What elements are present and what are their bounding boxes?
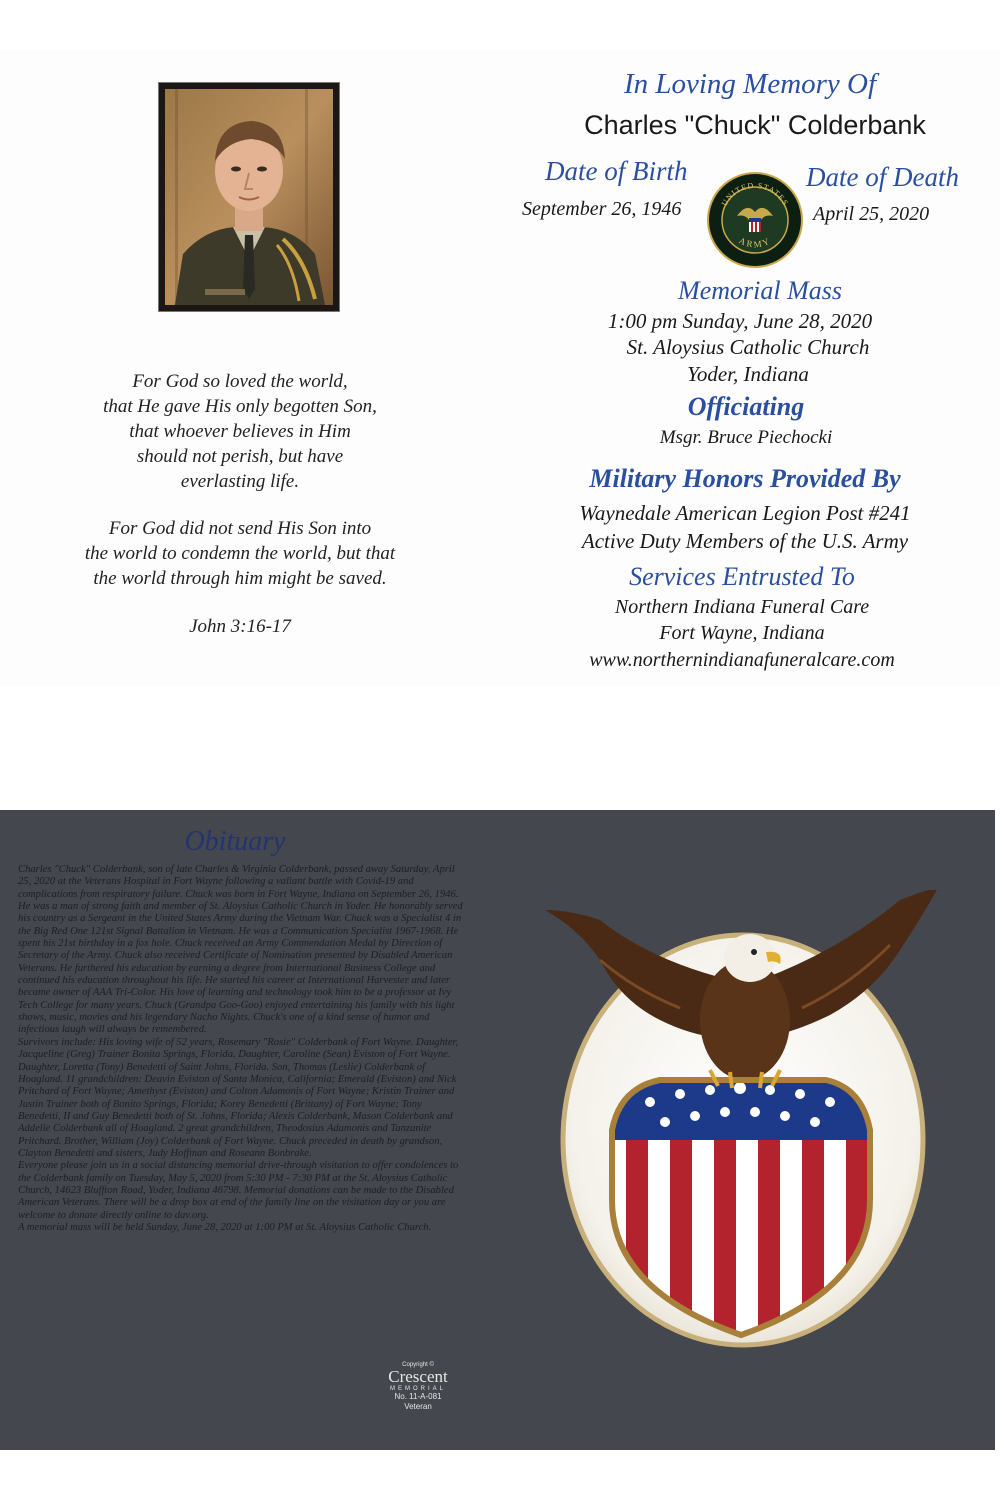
soldier-portrait-illustration	[165, 89, 333, 305]
obituary-paragraph: Everyone please join us in a social distancing memorial drive-through visitation to offer condolences to the Colderbank family on Tuesday, May 5, 2020 from 5:30 PM - 7:30 PM at the St. Aloysius Catholic Church, 14623 Bluffton Road, Yoder, Indiana 46798. Memorial donations can be made to the Disabled American Veterans. There will be a drop box at end of the family line on the visitation day or you are welcome to donate directly online to dav.org.	[18, 1160, 459, 1221]
verse-line: For God so loved the world,	[132, 371, 348, 392]
services-label: Services Entrusted To	[629, 562, 855, 591]
portrait-photo	[158, 82, 340, 312]
verse-reference: John 3:16-17	[189, 616, 291, 637]
verse-line: that He gave His only begotten Son,	[103, 396, 377, 417]
obituary-title: Obituary	[184, 826, 286, 857]
obituary-paragraph: Survivors include: His loving wife of 52 years, Rosemary "Rosie" Colderbank of Fort Wayne. Daughter, Jacqueline (Greg) Trainer Bonita Springs, Florida. Daughter, Caroline (Sean) Eviston of Fort Wayne. Daughter, Loretta (Tony) Benedetti of Saint Johns, Florida. Son, Thomas (Leslie) Colderbank of Hoagland. 11 grandchildren: Deavin Eviston of Santa Monica, California; Emerald (Eviston) and Nick Pritchard of Fort Wayne; Amethyst (Eviston) and Colton Adamonis of Fort Wayne; Kristin Trainer and Justin Trainer both of Bonito Springs, Florida; Korey Benedetti (Brittany) of Fort Wayne; Tony Benedetti, II and Guy Benedetti both of St. Johns, Florida; Alexis Colderbank, Mason Colderbank and Addelie Colderbank all of Hoagland. 2 great grandchildren, Theodosius Adamonis and Tanzanite Pritchard. Brother, William (Joy) Colderbank of Fort Wayne. Chuck preceded in death by grandson, Clayton Benedetti and sisters, Judy Hoffman and Roseann Bonbrake.	[18, 1036, 459, 1159]
mass-city: Yoder, Indiana	[687, 362, 809, 386]
honors-line-2: Active Duty Members of the U.S. Army	[581, 529, 909, 553]
obituary-paragraph: Charles "Chuck" Colderbank, son of late Charles & Virginia Colderbank, passed away Saturday, April 25, 2020 at the Veterans Hospital in Fort Wayne following a valiant battle with Covid-19 and complications from respiratory failure. Chuck was born in Fort Wayne, Indiana on September 26, 1946. He was a man of strong faith and member of St. Aloysius Catholic Church in Yoder. He honorably served his country as a Sergeant in the United States Army during the Vietnam War. Chuck was a Specialist 4 in the Big Red One 121st Signal Battalion in Vietnam. He was a Communication Specialist 1967-1968. He spent his 21st birthday in a fox hole. Chuck received an Army Commendation Medal by Direction of Secretary of the Army. Chuck also received Certificate of Nomination presented by Disabled American Veterans. He furthered his education by earning a degree from International Business College and continued his education throughout his life. He started his career at International Harvester and later became owner of AAA Tri-Color. His love of learning and technology took him to be a professor at Ivy Tech College for many years. Chuck (Grandpa Goo-Goo) enjoyed entertaining his family with his light shows, music, movies and his legendary Nacho Nights. Chuck's one of a kind sense of humor and infectious laugh will always be remembered.	[18, 864, 463, 1036]
verse-paragraph-1	[40, 369, 440, 494]
mass-time: 1:00 pm Sunday, June 28, 2020	[607, 309, 873, 333]
verse-line: should not perish, but have	[136, 446, 344, 467]
death-label: Date of Death	[806, 162, 959, 192]
seal-bottom-text: ARMY	[737, 235, 773, 250]
verse-line: that whoever believes in Him	[129, 421, 351, 442]
crescent-type: Veteran	[404, 1402, 432, 1411]
birth-label: Date of Birth	[545, 156, 688, 186]
verse-paragraph-2	[40, 516, 440, 591]
funeral-home-name: Northern Indiana Funeral Care	[614, 596, 870, 618]
verse-line: the world through him might be saved.	[93, 568, 387, 589]
deceased-name: Charles "Chuck" Colderbank	[584, 110, 926, 140]
seal-top-text: UNITED STATES	[719, 180, 791, 208]
verse-line: everlasting life.	[180, 471, 300, 492]
mass-church: St. Aloysius Catholic Church	[626, 335, 870, 359]
eagle-shield-emblem-icon	[540, 890, 940, 1360]
obituary-text	[18, 864, 466, 1234]
memorial-mass-label: Memorial Mass	[678, 276, 842, 305]
officiant-name: Msgr. Bruce Piechocki	[659, 427, 833, 448]
officiating-label: Officiating	[687, 392, 805, 421]
birth-date: September 26, 1946	[522, 198, 682, 220]
verse-line: For God did not send His Son into	[108, 518, 372, 539]
soldier-portrait	[165, 89, 333, 305]
verse-line: the world to condemn the world, but that	[84, 543, 396, 564]
funeral-home-website[interactable]: www.northernindianafuneralcare.com	[589, 649, 895, 671]
memory-heading: In Loving Memory Of	[623, 68, 877, 100]
crescent-copyright: Copyright ©	[402, 1362, 434, 1368]
crescent-memorial-logo	[372, 1362, 464, 1412]
crescent-number: No. 11-A-081	[394, 1392, 442, 1401]
death-date: April 25, 2020	[813, 203, 930, 225]
obituary-paragraph: A memorial mass will be held Sunday, June 28, 2020 at 1:00 PM at St. Aloysius Catholic Church.	[18, 1221, 432, 1233]
funeral-home-city: Fort Wayne, Indiana	[659, 622, 825, 644]
army-seal-icon	[707, 172, 803, 268]
crescent-memorial: MEMORIAL	[389, 1386, 446, 1392]
military-honors-label: Military Honors Provided By	[589, 464, 901, 493]
honors-line-1: Waynedale American Legion Post #241	[579, 501, 911, 525]
crescent-name: Crescent	[388, 1367, 448, 1386]
